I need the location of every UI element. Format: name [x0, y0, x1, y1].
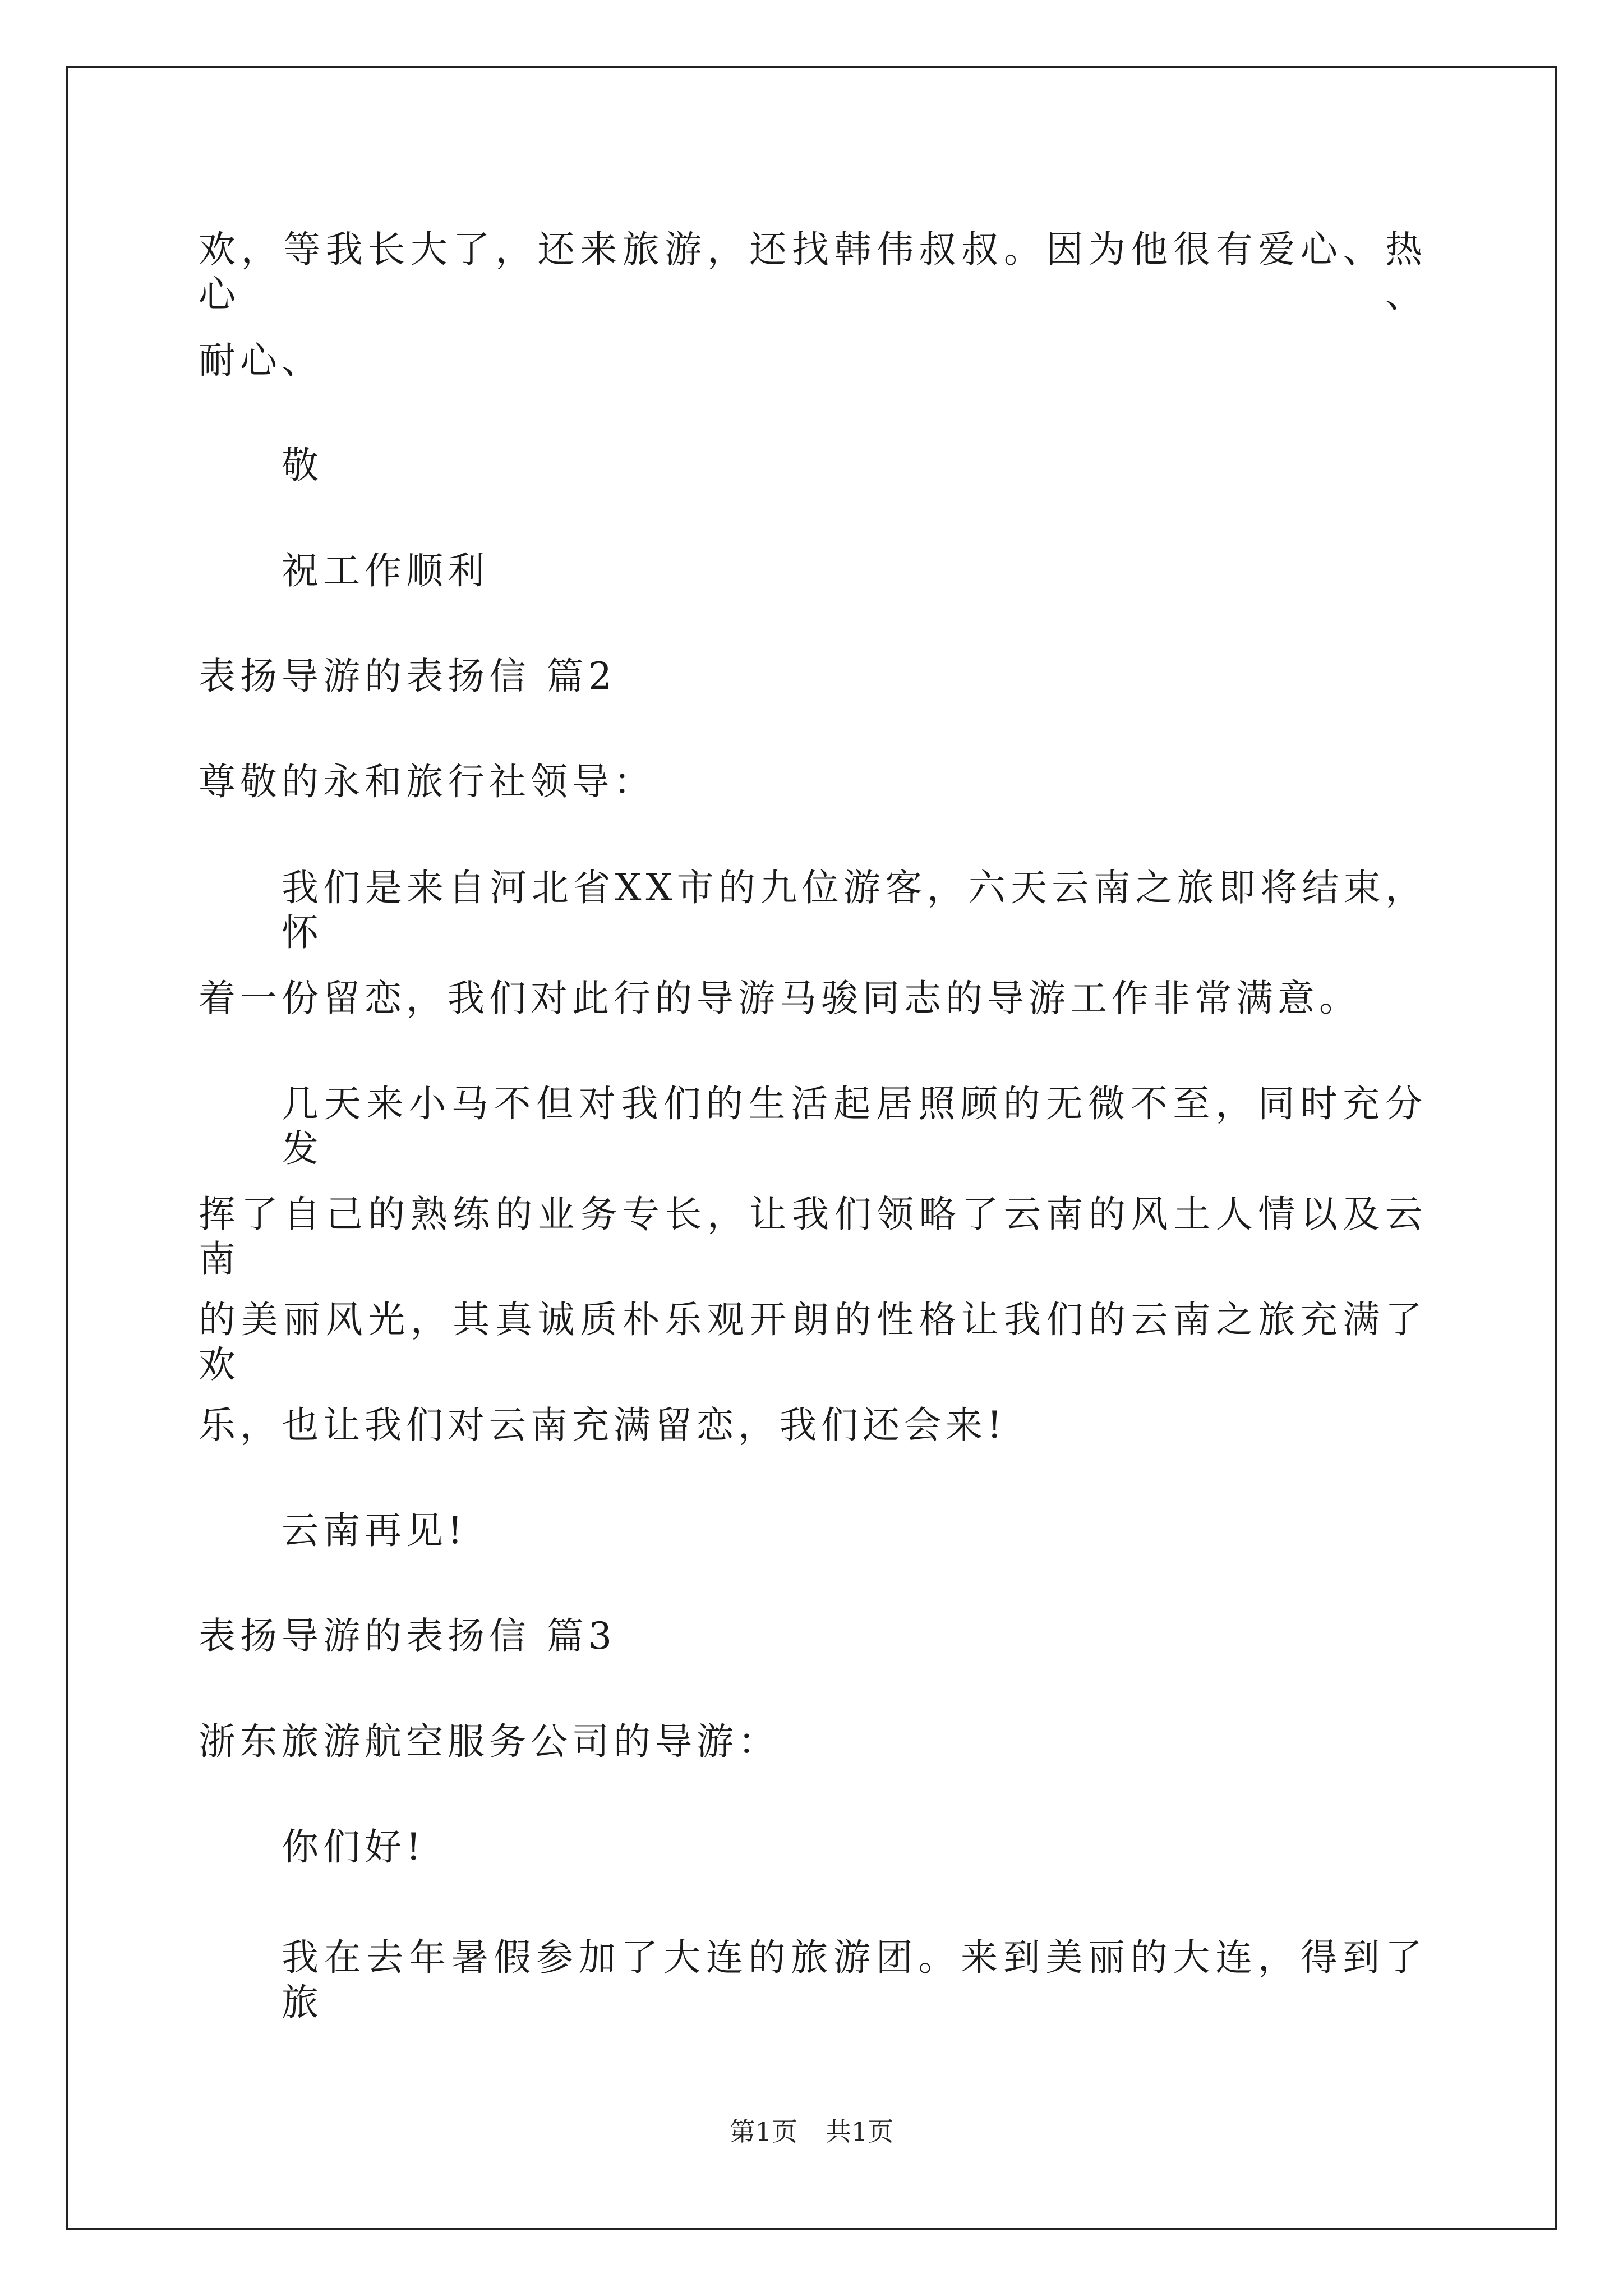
text-line: 欢，等我长大了，还来旅游，还找韩伟叔叔。因为他很有爱心、热心、: [199, 228, 1427, 316]
text-line: 敬: [282, 444, 323, 487]
text-line: 你们好!: [282, 1825, 426, 1869]
text-line: 云南再见!: [282, 1509, 467, 1552]
text-line: 乐，也让我们对云南充满留恋，我们还会来!: [199, 1404, 1007, 1447]
text-line: 几天来小马不但对我们的生活起居照顾的无微不至，同时充分发: [282, 1082, 1427, 1170]
text-line: 挥了自己的熟练的业务专长，让我们领略了云南的风土人情以及云南: [199, 1193, 1427, 1281]
page-footer: [0, 2115, 1623, 2148]
text-line: 耐心、: [199, 339, 323, 382]
salutation: 尊敬的永和旅行社领导：: [199, 760, 655, 803]
text-line: 我们是来自河北省XX市的九位游客，六天云南之旅即将结束，怀: [282, 866, 1427, 954]
section-heading: 表扬导游的表扬信 篇3: [199, 1614, 616, 1658]
page-number: 第1页: [729, 2116, 797, 2147]
section-heading: 表扬导游的表扬信 篇2: [199, 655, 616, 698]
text-line: 我在去年暑假参加了大连的旅游团。来到美丽的大连，得到了旅: [282, 1936, 1427, 2024]
text-line: 祝工作顺利: [282, 549, 489, 592]
salutation: 浙东旅游航空服务公司的导游：: [199, 1720, 780, 1763]
text-line: 的美丽风光，其真诚质朴乐观开朗的性格让我们的云南之旅充满了欢: [199, 1298, 1427, 1386]
text-line: 着一份留恋，我们对此行的导游马骏同志的导游工作非常满意。: [199, 977, 1361, 1020]
page-total: 共1页: [826, 2116, 894, 2147]
